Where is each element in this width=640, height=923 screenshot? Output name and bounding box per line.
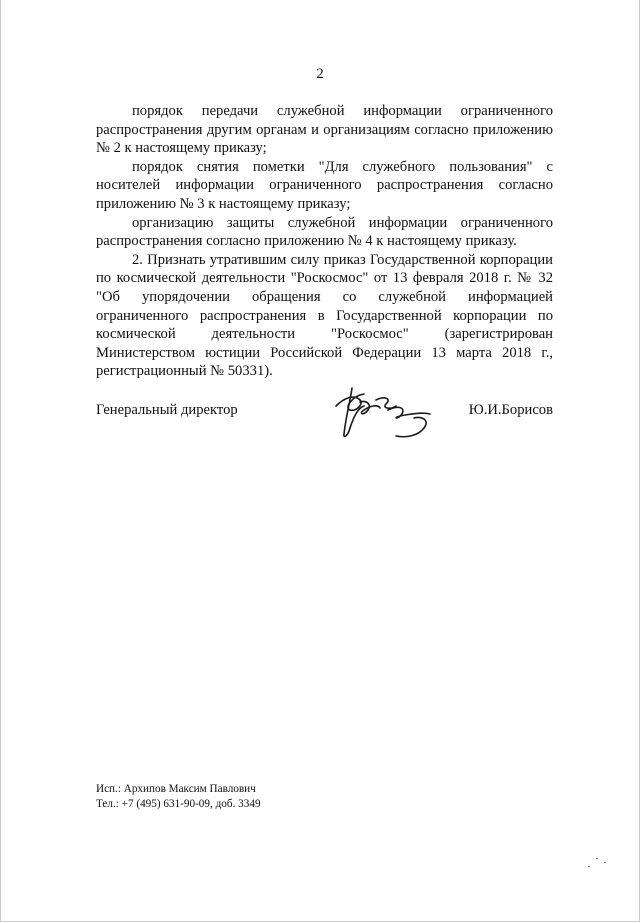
paragraph-protection: организацию защиты служебной информации ограниченного распространения согласно приложению № 4 к настоящему приказу. [96, 214, 553, 250]
paragraph-repeal-order: 2. Признать утратившим силу приказ Государственной корпорации по космической деятельности "Роскосмос" от 13 февраля 2018 г. № 32 "Об упорядочении обращения со служебной информацией ограниченного распространения в Государственной корпорации по космической деятельности "Роскосмос" (зарегистрирован Министерством юстиции Российской Федерации 13 марта 2018 г., регистрационный № 50331). [96, 251, 553, 380]
executor-name: Исп.: Архипов Максим Павлович [96, 783, 256, 795]
handwritten-signature [330, 384, 442, 444]
executor-phone: Тел.: +7 (495) 631-90-09, доб. 3349 [96, 797, 261, 810]
signature-block [96, 402, 553, 424]
document-body [96, 102, 553, 381]
scan-speck [596, 858, 598, 859]
scan-speck [588, 866, 590, 867]
signatory-name: Ю.И.Борисов [468, 402, 553, 418]
paragraph-transfer-procedure: порядок передачи служебной информации ограниченного распространения другим органам и организациям согласно приложению № 2 к настоящему приказу; [96, 103, 553, 157]
paragraph-marking-removal: порядок снятия пометки "Для служебного пользования" с носителей информации ограниченного распространения согласно приложению № 3 к настоящему приказу; [96, 158, 553, 212]
page-number: 2 [316, 66, 324, 82]
executor-info [96, 782, 261, 811]
signatory-title: Генеральный директор [96, 402, 238, 418]
scan-speck [604, 862, 606, 863]
